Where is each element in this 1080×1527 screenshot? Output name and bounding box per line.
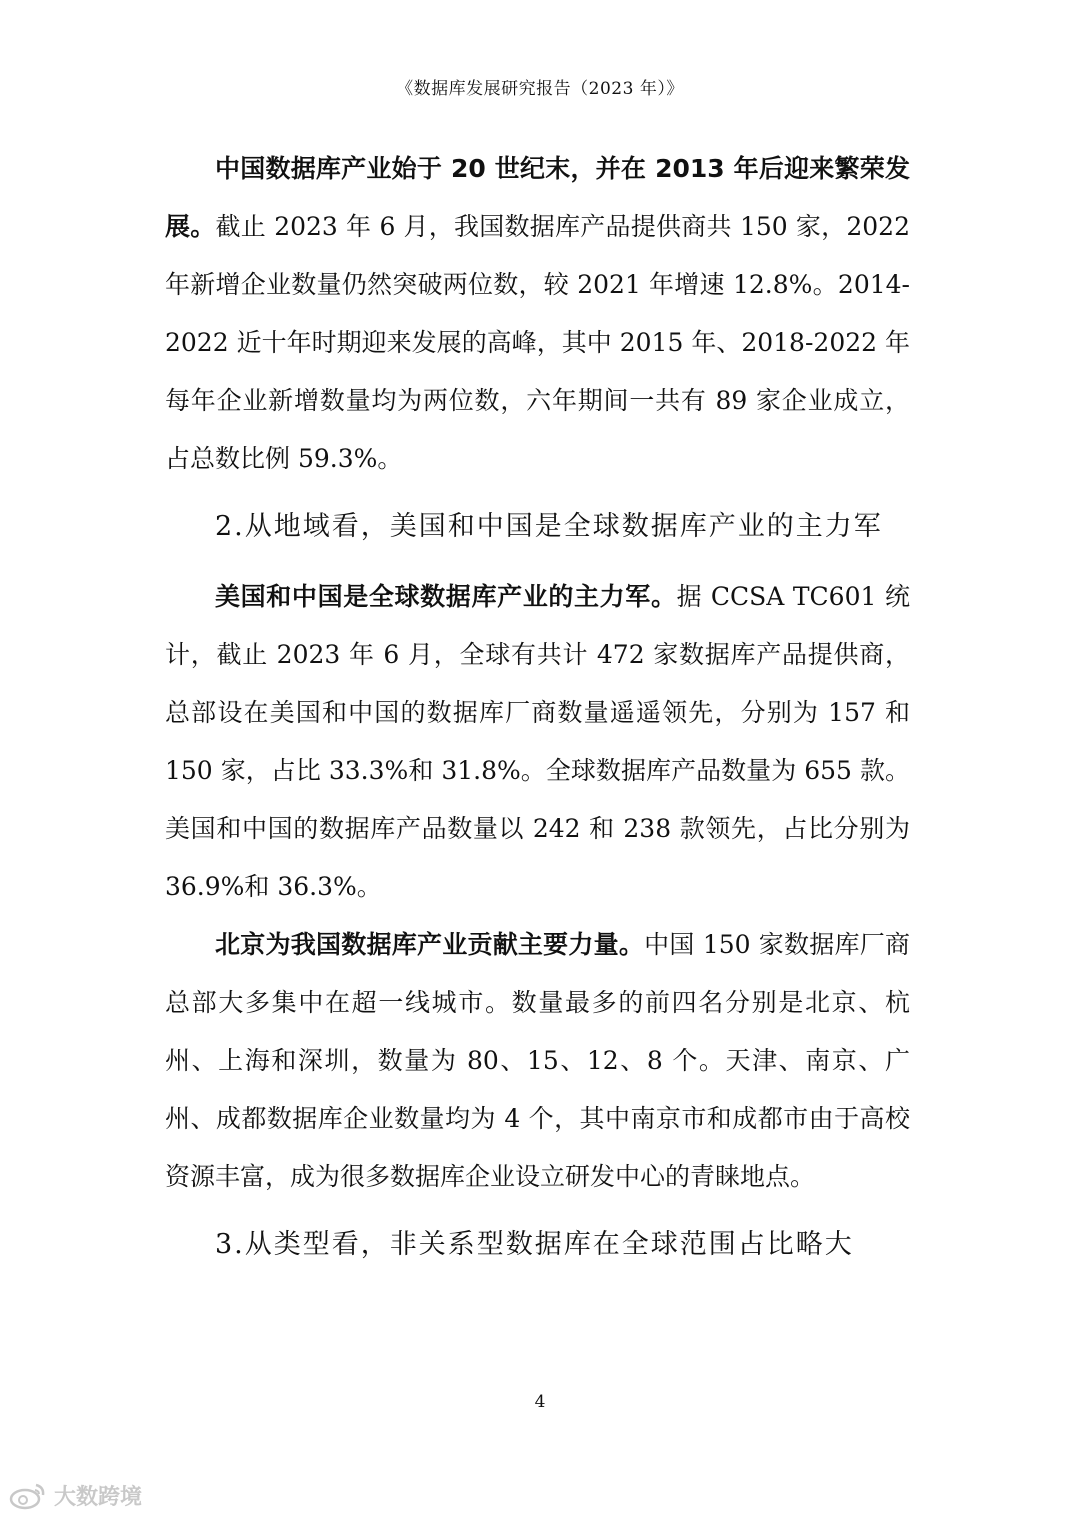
paragraph-lead: 中国数据库产业始于 20 世纪末，并在 2013 年后迎来繁荣发展。 — [165, 154, 910, 241]
watermark-text: 大数跨境 — [54, 1485, 143, 1510]
paragraph-text: 据 CCSA TC601 统计，截止 2023 年 6 月，全球有共计 472 家数据库产品提供商，总部设在美国和中国的数据库厂商数量遥遥领先，分别为 157 和 150 家，占比 33.3%和 31.8%。全球数据库产品数量为 655 款。美国和中国的数据库产品数量以 242 和 238 款领先，占比分别为 36.9%和 36.3%。 — [165, 582, 910, 901]
watermark — [8, 1480, 142, 1511]
paragraph-text: 中国 150 家数据库厂商总部大多集中在超一线城市。数量最多的前四名分别是北京、杭州、上海和深圳，数量为 80、15、12、8 个。天津、南京、广州、成都数据库企业数量均为 4 个，其中南京市和成都市由于高校资源丰富，成为很多数据库企业设立研发中心的青睐地点。 — [165, 930, 910, 1191]
paragraph-lead: 北京为我国数据库产业贡献主要力量。 — [215, 930, 645, 959]
paragraph-text: 截止 2023 年 6 月，我国数据库产品提供商共 150 家，2022 年新增企业数量仍然突破两位数，较 2021 年增速 12.8%。2014-2022 近十年时期迎来发展的高峰，其中 2015 年、2018-2022 年每年企业新增数量均为两位数，六年期间一共有 89 家企业成立，占总数比例 59.3%。 — [165, 212, 910, 473]
section-heading-type: 3.从类型看，非关系型数据库在全球范围占比略大 — [215, 1229, 854, 1260]
paragraph-lead: 美国和中国是全球数据库产业的主力军。 — [215, 582, 677, 611]
document-body — [165, 140, 910, 1286]
paragraph-us-china — [165, 568, 910, 916]
running-header: 《数据库发展研究报告（2023 年）》 — [396, 79, 684, 99]
paragraph-beijing — [165, 916, 910, 1206]
paragraph-china-industry — [165, 140, 910, 488]
section-heading-region: 2.从地域看，美国和中国是全球数据库产业的主力军 — [215, 511, 883, 542]
page-number: 4 — [534, 1392, 546, 1412]
weibo-logo-icon — [8, 1481, 48, 1511]
